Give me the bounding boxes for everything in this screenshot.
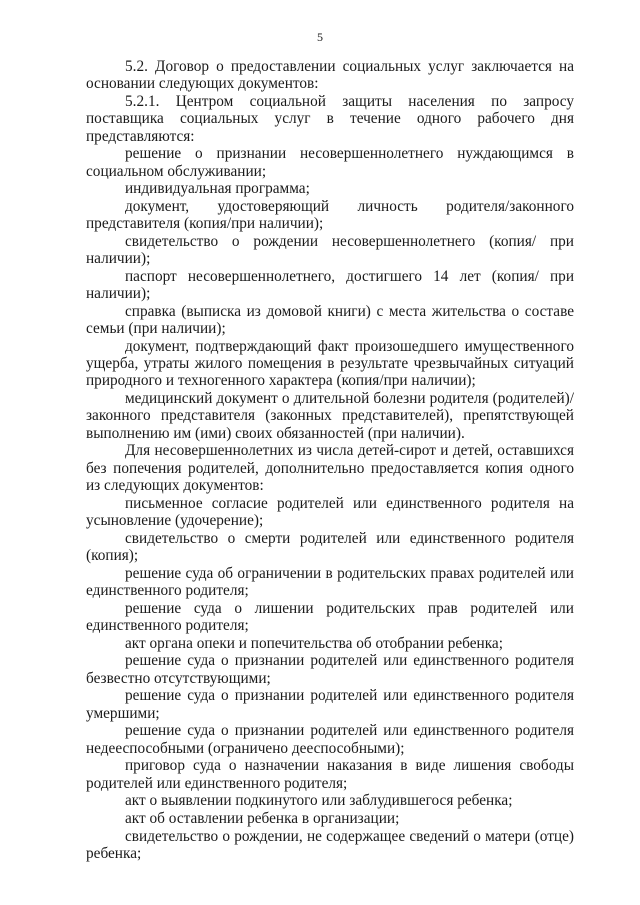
- list-item: решение суда о лишении родительских прав родителей или единственного родителя;: [86, 599, 574, 634]
- list-item: акт о выявлении подкинутого или заблудившегося ребенка;: [125, 792, 513, 810]
- list-item: решение суда о признании родителей или единственного родителя безвестно отсутствующими;: [86, 652, 574, 687]
- paragraph-5-2: 5.2. Договор о предоставлении социальных услуг заключается на основании следующих документов:: [86, 58, 574, 93]
- document-body: [86, 58, 574, 863]
- list-item: акт об оставлении ребенка в организации;: [125, 809, 400, 827]
- list-item: письменное согласие родителей или единственного родителя на усыновление (удочерение);: [86, 494, 574, 530]
- list-item: приговор суда о назначении наказания в виде лишения свободы родителей или единственного родителя;: [86, 757, 574, 792]
- list-item: акт органа опеки и попечительства об отобрании ребенка;: [125, 634, 503, 652]
- list-item: решение суда о признании родителей или единственного родителя недееспособными (ограничено дееспособными);: [86, 722, 574, 757]
- list-item: документ, удостоверяющий личность родителя/законного представителя (копия/при наличии);: [86, 197, 574, 233]
- list-item: справка (выписка из домовой книги) с места жительства о составе семьи (при наличии);: [86, 302, 574, 338]
- list-item: решение суда о признании родителей или единственного родителя умершими;: [86, 687, 574, 722]
- list-item: свидетельство о рождении несовершеннолетнего (копия/ при наличии);: [86, 232, 574, 268]
- list-item: медицинский документ о длительной болезни родителя (родителей)/законного представителя (законных представителей), препятствующей выполнению им (ими) своих обязанностей (при наличии).: [86, 390, 574, 442]
- list-item: свидетельство о смерти родителей или единственного родителя (копия);: [86, 529, 574, 564]
- paragraph-orphans: Для несовершеннолетних из числа детей-сирот и детей, оставшихся без попечения родителей, дополнительно предоставляется копия одного из следующих документов:: [86, 442, 574, 495]
- list-item: паспорт несовершеннолетнего, достигшего 14 лет (копия/ при наличии);: [86, 267, 574, 303]
- list-item: решение о признании несовершеннолетнего нуждающимся в социальном обслуживании;: [86, 145, 574, 180]
- paragraph-5-2-1: 5.2.1. Центром социальной защиты населения по запросу поставщика социальных услуг в течение одного рабочего дня представляются:: [86, 92, 574, 145]
- list-item: свидетельство о рождении, не содержащее сведений о матери (отце) ребенка;: [86, 827, 574, 862]
- page-number: 5: [317, 30, 323, 44]
- list-item: решение суда об ограничении в родительских правах родителей или единственного родителя;: [86, 564, 574, 599]
- list-item: документ, подтверждающий факт произошедшего имущественного ущерба, утраты жилого помещения в результате чрезвычайных ситуаций природного и техногенного характера (копия/при наличии);: [86, 337, 574, 390]
- list-item: индивидуальная программа;: [125, 180, 310, 198]
